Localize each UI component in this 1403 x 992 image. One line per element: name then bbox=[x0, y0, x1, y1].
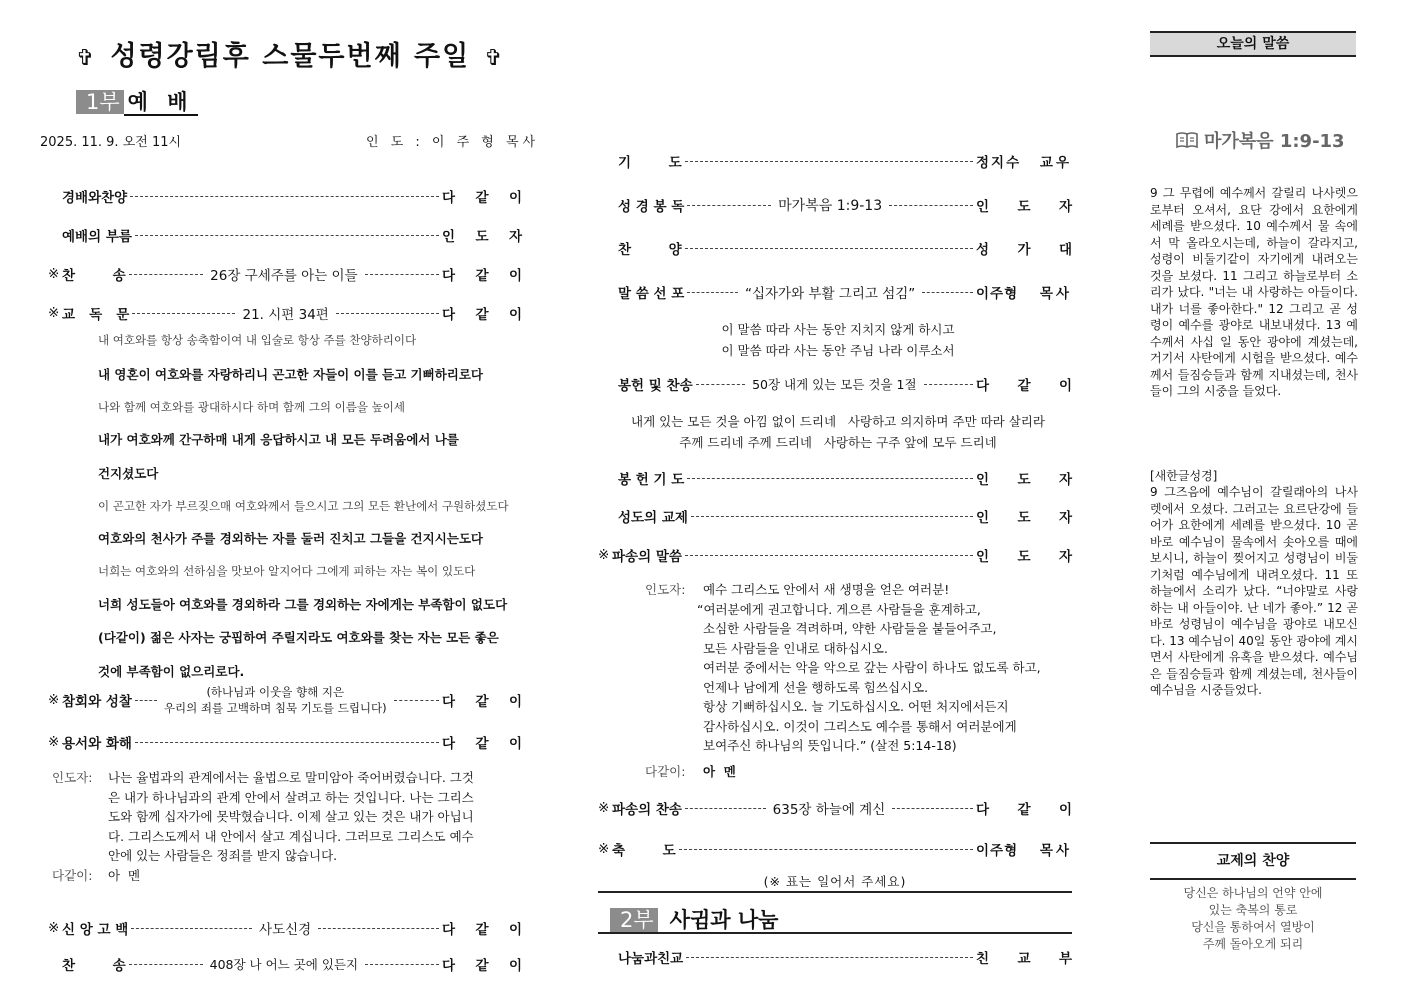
absolution-block bbox=[52, 768, 510, 885]
item-name: 찬 송 bbox=[62, 958, 126, 974]
fellowship-song-heading: 교제의 찬양 bbox=[1150, 842, 1356, 880]
title-text: 성령강림후 스물두번째 주일 bbox=[110, 41, 471, 72]
leader-dots bbox=[318, 928, 439, 929]
cross-icon: ✞ bbox=[76, 46, 97, 71]
cross-icon: ✞ bbox=[484, 46, 505, 71]
reading-line-leader: 나와 함께 여호와를 광대하시다 하며 함께 그의 이름을 높이세 bbox=[98, 400, 405, 414]
item-name: 봉헌 및 찬송 bbox=[618, 378, 693, 394]
leader-dots bbox=[129, 964, 203, 965]
item-name: 용서와 화해 bbox=[62, 736, 132, 752]
offering-song-lyrics: 내게 있는 모든 것을 아낌 없이 드리네 사랑하고 의지하며 주만 따라 살리라 주께 드리네 주께 드리네 사랑하는 구주 앞에 모두 드리네 bbox=[631, 414, 1045, 450]
item-name: 성도의 교제 bbox=[618, 510, 688, 526]
order-item-forgiveness bbox=[48, 732, 522, 752]
leader-dots bbox=[336, 313, 439, 314]
sending-line: 소심한 사람들을 격려하며, 약한 사람들을 붙들어주고, bbox=[703, 621, 997, 636]
reading-line-leader: 이 곤고한 자가 부르짖으매 여호와께서 들으시고 그의 모든 환난에서 구원하셨도다 bbox=[98, 499, 509, 513]
absolution-line: 도와 함께 십자가에 못박혔습니다. 이제 살고 있는 것은 내가 아닙니 bbox=[108, 809, 474, 824]
standing-mark: ※ bbox=[48, 305, 60, 321]
reading-line-all: (다같이) 젊은 사자는 궁핍하여 주릴지라도 여호와를 찾는 자는 모든 좋은 bbox=[98, 630, 499, 645]
leader-dots bbox=[135, 742, 439, 743]
absolution-label: 인도자: bbox=[52, 770, 93, 785]
leader-dots bbox=[924, 384, 973, 385]
leader-dots bbox=[922, 292, 973, 293]
item-name: 성 경 봉 독 bbox=[618, 199, 685, 215]
divider bbox=[598, 932, 1072, 934]
order-item-confession bbox=[48, 684, 522, 716]
item-name: 신 앙 고 백 bbox=[62, 922, 129, 938]
reading-line-people: 내 영혼이 여호와를 자랑하리니 곤고한 자들이 이를 듣고 기뻐하리로다 bbox=[98, 367, 483, 382]
leader-dots bbox=[685, 248, 973, 249]
standing-mark: ※ bbox=[598, 547, 610, 563]
reference-text: 마가복음 1:9-13 bbox=[1204, 131, 1345, 152]
item-detail: 635장 하늘에 계신 bbox=[772, 802, 886, 818]
standing-note: (※ 표는 일어서 주세요) bbox=[763, 874, 907, 889]
order-item-fellowship bbox=[604, 506, 1072, 526]
reading-line-leader: 내 여호와를 항상 송축함이여 내 입술로 항상 주를 찬양하리이다 bbox=[98, 333, 417, 347]
item-performer: 친 교 부 bbox=[976, 951, 1072, 967]
part2-heading bbox=[610, 904, 778, 934]
part2-number: 2부 bbox=[610, 908, 658, 932]
standing-mark: ※ bbox=[598, 841, 610, 857]
order-item-hymn-1 bbox=[48, 264, 522, 284]
leader-dots bbox=[130, 196, 439, 197]
order-item-offering bbox=[604, 374, 1072, 394]
order-item-call-to-worship bbox=[48, 225, 522, 245]
leader-dots bbox=[696, 384, 745, 385]
order-item-responsive-reading bbox=[48, 303, 522, 323]
order-item-sending-hymn bbox=[598, 798, 1072, 818]
leader-dots bbox=[365, 964, 439, 965]
item-performer: 이주형 목사 bbox=[976, 286, 1073, 302]
item-name: 예배의 부름 bbox=[62, 229, 132, 245]
order-item-worship-praise bbox=[48, 186, 522, 206]
response-text: 아 멘 bbox=[703, 763, 736, 779]
sending-line: 감사하십시오. 이것이 그리스도 예수를 통해서 여러분에게 bbox=[703, 718, 1017, 734]
item-name: 참회와 성찰 bbox=[62, 694, 132, 710]
sending-line: 여러분 중에서는 악을 악으로 갚는 사람이 하나도 없도록 하고, bbox=[703, 660, 1041, 675]
item-name: 기 도 bbox=[618, 155, 682, 171]
leader-dots bbox=[129, 274, 203, 275]
reading-line-all: 것에 부족함이 없으리로다. bbox=[98, 664, 245, 679]
standing-mark: ※ bbox=[48, 920, 60, 936]
item-name: 파송의 말씀 bbox=[612, 549, 682, 565]
leader-dots bbox=[685, 808, 766, 809]
leader-dots bbox=[687, 478, 973, 479]
leader-dots bbox=[135, 235, 439, 236]
item-performer: 다 같 이 bbox=[442, 268, 522, 284]
item-detail: 마가복음 1:9-13 bbox=[778, 198, 883, 214]
leader-dots bbox=[394, 700, 439, 701]
item-performer: 다 같 이 bbox=[442, 307, 522, 323]
order-item-anthem bbox=[604, 238, 1072, 258]
item-performer: 인 도 자 bbox=[976, 549, 1072, 565]
scripture-text-2: 9 그즈음에 예수님이 갈릴래아의 나사렛에서 오셨다. 그러고는 요르단강에 들어가 요한에게 세례를 받으셨다. 10 곧바로 예수님이 물속에서 솟아오를 때에 보시니, 하늘이 찢어지고 성령님이 비둘기처럼 예수님에게 내려오셨다. 11 또 하늘에서 소리가 났다. “너야말로 사랑하는 내 아들이야. 난 네가 좋아.” 12 곧바로 성령님이 예수님을 광야로 내모신다. 13 예수님이 40일 동안 광야에 계시면서 사탄에게 유혹을 받으셨다. 예수님은 들짐승들과 함께 계셨는데, 천사들이 예수님을 시중들었다. bbox=[1150, 485, 1358, 697]
item-name: 말 씀 선 포 bbox=[618, 286, 685, 302]
standing-mark: ※ bbox=[598, 800, 610, 816]
sermon-title: “십자가와 부활 그리고 섬김” bbox=[744, 286, 916, 302]
fellowship-song-lyrics: 당신은 하나님의 언약 안에 있는 축복의 통로 당신을 통하여서 열방이 주께 돌아오게 되리 bbox=[1183, 886, 1323, 951]
order-item-prayer bbox=[604, 151, 1072, 171]
item-name: 찬 송 bbox=[62, 268, 126, 284]
reading-line-leader: 너희는 여호와의 선하심을 맛보아 알지어다 그에게 피하는 자는 복이 있도다 bbox=[98, 564, 476, 578]
reading-line-people: 건지셨도다 bbox=[98, 466, 159, 481]
absolution-line: 나는 율법과의 관계에서는 율법으로 말미암아 죽어버렸습니다. 그것 bbox=[108, 770, 474, 785]
absolution-line: 안에 있는 사람들은 정죄를 받지 않습니다. bbox=[108, 848, 338, 863]
response-label: 다같이: bbox=[52, 867, 93, 883]
item-performer: 인 도 자 bbox=[976, 199, 1072, 215]
item-performer: 다 같 이 bbox=[442, 736, 522, 752]
sending-line: 항상 기뻐하십시오. 늘 기도하십시오. 어떤 처지에서든지 bbox=[703, 699, 1009, 714]
sending-line: 모든 사람들을 인내로 대하십시오. bbox=[703, 640, 888, 656]
response-text: 아 멘 bbox=[108, 867, 141, 883]
item-performer: 다 같 이 bbox=[976, 378, 1072, 394]
leader-dots bbox=[679, 849, 973, 850]
item-name: 봉 헌 기 도 bbox=[618, 472, 685, 488]
item-performer: 인 도 자 bbox=[976, 510, 1072, 526]
response-label: 다같이: bbox=[645, 763, 686, 779]
item-detail: 408장 나 어느 곳에 있든지 bbox=[209, 957, 359, 972]
reading-line-people: 너희 성도들아 여호와를 경외하라 그를 경외하는 자에게는 부족함이 없도다 bbox=[98, 597, 508, 612]
item-performer: 다 같 이 bbox=[442, 694, 522, 710]
part1-heading bbox=[76, 86, 198, 116]
order-item-sharing bbox=[604, 947, 1072, 967]
item-detail: 50장 내게 있는 모든 것을 1절 bbox=[752, 377, 917, 392]
order-item-sending-word bbox=[598, 545, 1072, 565]
absolution-line: 은 내가 하나님과의 관계 안에서 살려고 하는 것입니다. 나는 그리스 bbox=[108, 789, 474, 805]
sending-line: “여러분에게 권고합니다. 게으른 사람들을 훈계하고, bbox=[697, 601, 981, 617]
leader-dots bbox=[685, 161, 973, 162]
leader-dots bbox=[687, 205, 771, 206]
leader-dots bbox=[365, 274, 439, 275]
item-performer: 다 같 이 bbox=[442, 958, 522, 974]
item-performer: 다 같 이 bbox=[976, 802, 1072, 818]
leader-dots bbox=[135, 700, 157, 701]
item-name: 축 도 bbox=[612, 843, 676, 859]
leader-dots bbox=[889, 205, 973, 206]
item-detail: 26장 구세주를 아는 이들 bbox=[210, 268, 358, 284]
standing-mark: ※ bbox=[48, 266, 60, 282]
book-icon bbox=[1176, 131, 1198, 154]
item-performer: 다 같 이 bbox=[442, 190, 522, 206]
item-performer: 다 같 이 bbox=[442, 922, 522, 938]
sending-line: 보여주신 하나님의 뜻입니다.” (살전 5:14-18) bbox=[703, 738, 957, 753]
item-performer: 성 가 대 bbox=[976, 242, 1072, 258]
standing-mark: ※ bbox=[48, 734, 60, 750]
scripture-text-1: 9 그 무렵에 예수께서 갈릴리 나사렛으로부터 오셔서, 요단 강에서 요한에게 세례를 받으셨다. 10 예수께서 물 속에서 막 올라오시는데, 하늘이 갈라지고, 성령이 비둘기같이 자기에게 내려오는 것을 보셨다. 11 그리고 하늘로부터 소리가 났다. "너는 내 사랑하는 아들이다. 내가 너를 좋아한다." 12 그리고 곧 성령이 예수를 광야로 내보내셨다. 13 예수께서 사십 일 동안 광야에 계셨는데, 거기서 사탄에게 시험을 받으셨다. 예수께서 들짐승들과 함께 지내셨는데, 천사들이 그의 시중을 들었다. bbox=[1150, 186, 1358, 398]
item-name: 찬 양 bbox=[618, 242, 682, 258]
scripture-version-label: [새한글성경] bbox=[1150, 469, 1218, 483]
item-name: 파송의 찬송 bbox=[612, 802, 682, 818]
scripture-reference bbox=[1176, 127, 1345, 154]
reading-line-people: 내가 여호와께 간구하매 내게 응답하시고 내 모든 두려움에서 나를 bbox=[98, 432, 459, 447]
item-name: 교 독 문 bbox=[62, 307, 130, 323]
page-title bbox=[62, 34, 519, 73]
sending-line: 예수 그리스도 안에서 새 생명을 얻은 여러분! bbox=[703, 582, 950, 597]
order-item-sermon bbox=[604, 282, 1072, 302]
sending-label: 인도자: bbox=[645, 582, 686, 597]
part2-name: 사귐과 나눔 bbox=[669, 908, 779, 932]
sermon-prayer: 이 말씀 따라 사는 동안 지치지 않게 하시고 이 말씀 따라 사는 동안 주님 나라 이루소서 bbox=[721, 322, 955, 358]
order-item-scripture bbox=[604, 195, 1072, 215]
part1-number: 1부 bbox=[76, 90, 124, 114]
order-item-benediction bbox=[598, 839, 1072, 859]
item-performer: 이주형 목사 bbox=[976, 843, 1072, 859]
part1-name: 예 배 bbox=[124, 90, 198, 116]
item-performer: 인 도 자 bbox=[442, 229, 522, 245]
order-item-offering-prayer bbox=[604, 468, 1072, 488]
item-detail: 사도신경 bbox=[259, 922, 312, 938]
item-performer: 인 도 자 bbox=[976, 472, 1072, 488]
leader-dots bbox=[685, 555, 973, 556]
absolution-line: 다. 그리스도께서 내 안에서 살고 계십니다. 그러므로 그리스도 예수 bbox=[108, 828, 474, 844]
reading-line-people: 여호와의 천사가 주를 경외하는 자를 둘러 진치고 그들을 건지시는도다 bbox=[98, 531, 483, 546]
sending-line: 언제나 남에게 선을 행하도록 힘쓰십시오. bbox=[703, 679, 929, 695]
leader-dots bbox=[686, 957, 973, 958]
item-detail: (하나님과 이웃을 향해 지은 우리의 죄를 고백하며 침묵 기도를 드립니다) bbox=[163, 685, 387, 715]
service-leader: 인 도 : 이 주 형 목사 bbox=[366, 135, 540, 150]
order-item-creed bbox=[48, 918, 522, 938]
order-item-hymn-2 bbox=[48, 954, 522, 974]
item-name: 나눔과친교 bbox=[618, 951, 684, 967]
leader-dots bbox=[687, 292, 738, 293]
standing-mark: ※ bbox=[48, 692, 60, 708]
today-word-heading: 오늘의 말씀 bbox=[1150, 31, 1356, 57]
divider bbox=[598, 891, 1072, 893]
service-datetime: 2025. 11. 9. 오전 11시 bbox=[40, 135, 182, 150]
item-detail: 21. 시편 34편 bbox=[242, 307, 329, 323]
leader-dots bbox=[132, 313, 235, 314]
sending-block bbox=[645, 580, 1065, 781]
item-performer: 정지수 교우 bbox=[976, 155, 1072, 171]
leader-dots bbox=[691, 516, 973, 517]
item-name: 경배와찬양 bbox=[62, 190, 128, 206]
leader-dots bbox=[131, 928, 252, 929]
leader-dots bbox=[892, 808, 973, 809]
